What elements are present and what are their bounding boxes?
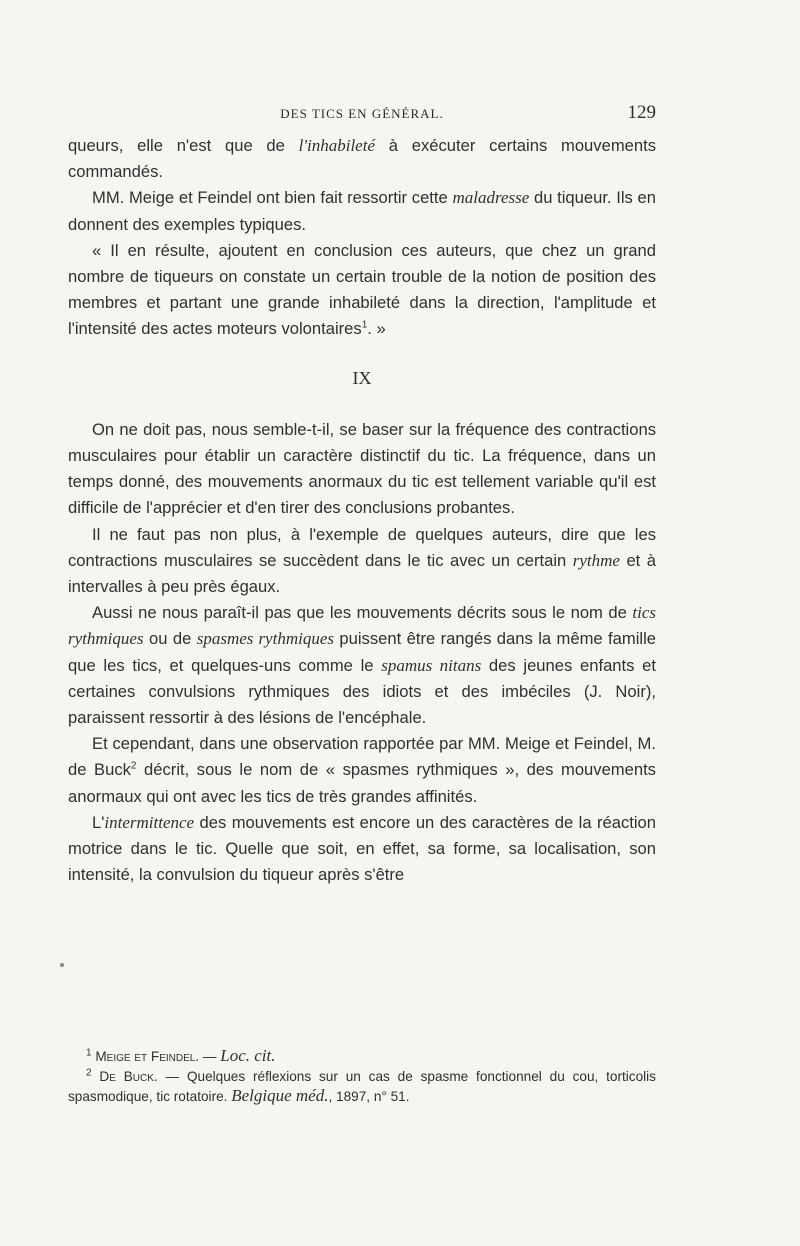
paragraph: MM. Meige et Feindel ont bien fait ressortir cette maladresse du tiqueur. Ils en donnent des exemples typiques. bbox=[68, 188, 656, 234]
footnotes bbox=[68, 1046, 656, 1107]
page-number: 129 bbox=[627, 102, 656, 123]
paragraph: queurs, elle n'est que de l'inhabileté à exécuter certains mouvements commandés. bbox=[68, 136, 656, 182]
paragraph: « Il en résulte, ajoutent en conclusion ces auteurs, que chez un grand nombre de tiqueurs on constate un certain trouble de la notion de position des membres et partant une grande inhabileté dans la direction, l'amplitude et l'intensité des actes moteurs volontaires$^1$. » bbox=[68, 240, 656, 339]
paragraph: Il ne faut pas non plus, à l'exemple de quelques auteurs, dire que les contractions musculaires se succèdent dans le tic avec un certain rythme et à intervalles à peu près égaux. bbox=[68, 524, 656, 597]
paragraph: L'intermittence des mouvements est encore un des caractères de la réaction motrice dans le tic. Quelle que soit, en effet, sa forme, sa localisation, son intensité, la convulsion du tiqueur après s'être bbox=[68, 812, 656, 885]
page-header bbox=[68, 102, 656, 128]
paragraph: On ne doit pas, nous semble-t-il, se baser sur la fréquence des contractions musculaires pour établir un caractère distinctif du tic. La fréquence, dans un temps donné, des mouvements anormaux du tic est tellement variable qu'il est difficile de l'apprécier et d'en tirer des conclusions probantes. bbox=[68, 419, 656, 518]
running-title: DES TICS EN GÉNÉRAL. bbox=[280, 106, 444, 121]
body-text bbox=[68, 133, 656, 888]
footnote: $^2$ De Buck. — Quelques réflexions sur un cas de spasme fonctionnel du cou, torticolis spasmodique, tic rotatoire. Belgique méd., 1897, n° 51. bbox=[68, 1066, 656, 1105]
paragraph: Et cependant, dans une observation rapportée par MM. Meige et Feindel, M. de Buck$^2$ décrit, sous le nom de « spasmes rythmiques », des mouvements anormaux qui ont avec les tics de très grandes affinités. bbox=[68, 734, 656, 806]
margin-mark bbox=[60, 963, 64, 967]
footnote-ref: 2 bbox=[130, 760, 137, 772]
paragraph: Aussi ne nous paraît-il pas que les mouvements décrits sous le nom de tics rythmiques ou de spasmes rythmiques puissent être rangés dans la même famille que les tics, et quelques-uns comme le spamus nitans des jeunes enfants et certaines convulsions rythmiques des idiots et des imbéciles (J. Noir), paraissent ressortir à des lésions de l'encéphale. bbox=[68, 603, 657, 728]
section-heading: IX bbox=[352, 367, 372, 388]
footnote-ref: 1 bbox=[361, 319, 368, 331]
footnote: $^1$ Meige et Feindel. — Loc. cit. bbox=[86, 1046, 276, 1065]
